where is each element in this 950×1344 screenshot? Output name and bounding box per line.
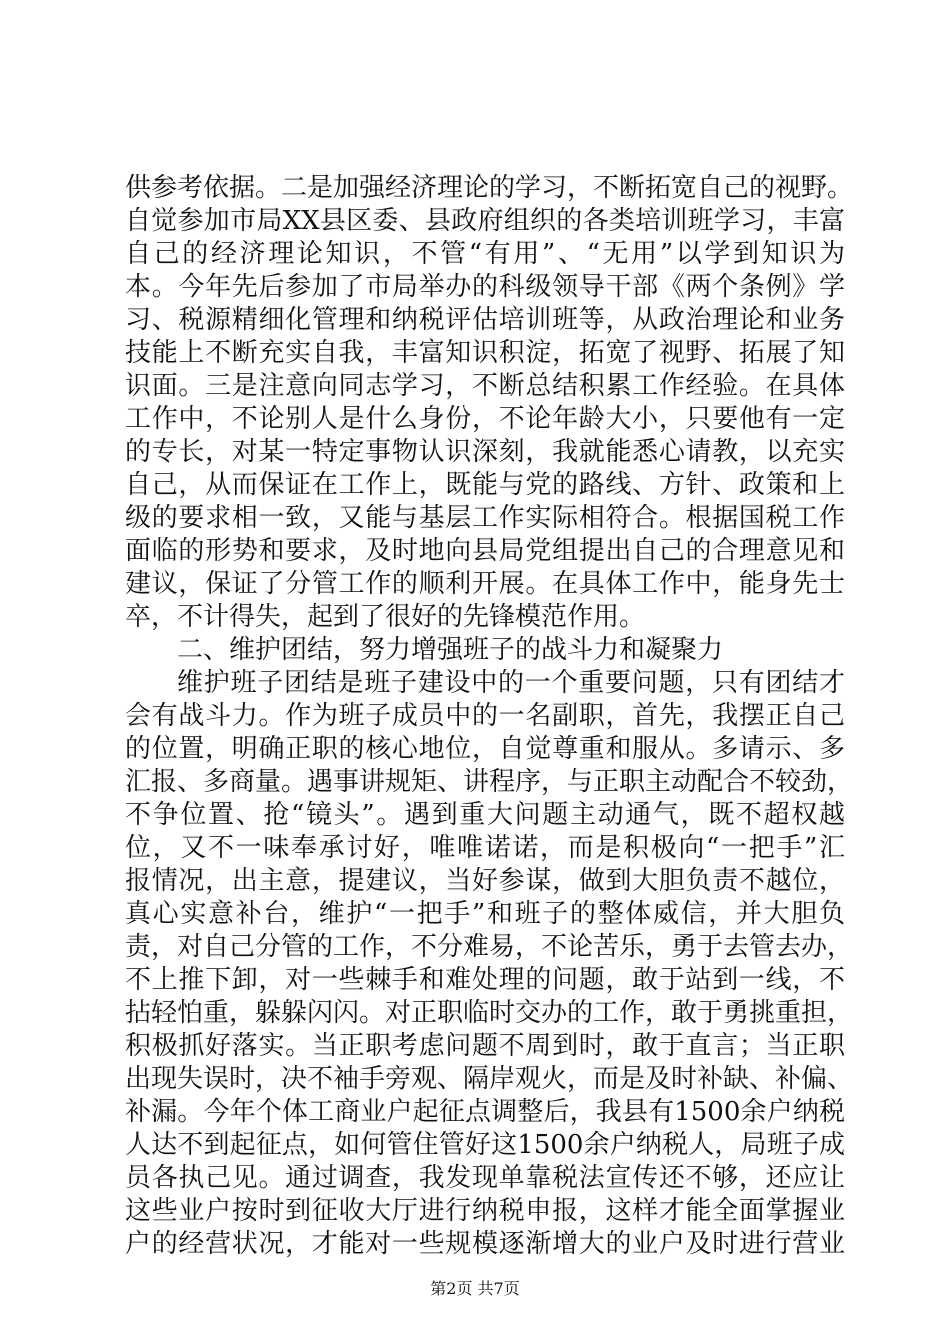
text-line: 自觉参加市局XX县区委、县政府组织的各类培训班学习，丰富 <box>125 206 845 236</box>
text-line: 积极抓好落实。当正职考虑问题不周到时，敢于直言；当正职 <box>125 1031 845 1061</box>
text-line: 会有战斗力。作为班子成员中的一名副职，首先，我摆正自己 <box>125 701 845 731</box>
text-line: 拈轻怕重，躲躲闪闪。对正职临时交办的工作，敢于勇挑重担， <box>125 998 854 1028</box>
text-line: 汇报、多商量。遇事讲规矩、讲程序，与正职主动配合不较劲， <box>125 767 854 797</box>
text-line: 级的要求相一致，又能与基层工作实际相符合。根据国税工作 <box>125 503 845 533</box>
text-line: 出现失误时，决不袖手旁观、隔岸观火，而是及时补缺、补偏、 <box>125 1064 854 1094</box>
text-line: 的位置，明确正职的核心地位，自觉尊重和服从。多请示、多 <box>125 734 845 764</box>
text-line: 报情况，出主意，提建议，当好参谋，做到大胆负责不越位， <box>125 866 845 896</box>
text-line: 维护班子团结是班子建设中的一个重要问题，只有团结才 <box>177 668 845 698</box>
text-line: 技能上不断充实自我，丰富知识积淀，拓宽了视野、拓展了知 <box>125 338 845 368</box>
text-line: 责，对自己分管的工作，不分难易，不论苦乐，勇于去管去办， <box>125 932 854 962</box>
text-line: 不上推下卸，对一些棘手和难处理的问题，敢于站到一线，不 <box>125 965 845 995</box>
text-line: 识面。三是注意向同志学习，不断总结积累工作经验。在具体 <box>125 371 845 401</box>
text-line: 不争位置、抢“镜头”。遇到重大问题主动通气，既不超权越 <box>125 800 845 830</box>
text-line: 自己的经济理论知识，不管“有用”、“无用”以学到知识为 <box>125 239 845 269</box>
text-line: 员各执己见。通过调查，我发现单靠税法宣传还不够，还应让 <box>125 1163 845 1193</box>
page-number-footer: 第2页 共7页 <box>430 1279 520 1298</box>
text-line: 自己，从而保证在工作上，既能与党的路线、方针、政策和上 <box>125 470 845 500</box>
text-line: 补漏。今年个体工商业户起征点调整后，我县有1500余户纳税 <box>125 1097 845 1127</box>
text-line: 位，又不一味奉承讨好，唯唯诺诺，而是积极向“一把手”汇 <box>125 833 845 863</box>
text-line: 习、税源精细化管理和纳税评估培训班等，从政治理论和业务 <box>125 305 845 335</box>
section-heading: 二、维护团结，努力增强班子的战斗力和凝聚力 <box>177 635 724 665</box>
text-line: 供参考依据。二是加强经济理论的学习，不断拓宽自己的视野。 <box>125 173 854 203</box>
text-line: 本。今年先后参加了市局举办的科级领导干部《两个条例》学 <box>125 272 845 302</box>
text-line: 这些业户按时到征收大厅进行纳税申报，这样才能全面掌握业 <box>125 1196 845 1226</box>
text-line: 的专长，对某一特定事物认识深刻，我就能悉心请教，以充实 <box>125 437 845 467</box>
text-line: 户的经营状况，才能对一些规模逐渐增大的业户及时进行营业 <box>125 1229 845 1259</box>
text-line: 工作中，不论别人是什么身份，不论年龄大小，只要他有一定 <box>125 404 845 434</box>
text-line: 人达不到起征点，如何管住管好这1500余户纳税人，局班子成 <box>125 1130 845 1160</box>
body-text <box>125 172 854 1261</box>
text-line: 真心实意补台，维护“一把手”和班子的整体威信，并大胆负 <box>125 899 845 929</box>
text-line: 建议，保证了分管工作的顺利开展。在具体工作中，能身先士 <box>125 569 845 599</box>
text-line: 卒，不计得失，起到了很好的先锋模范作用。 <box>125 602 646 632</box>
text-line: 面临的形势和要求，及时地向县局党组提出自己的合理意见和 <box>125 536 845 566</box>
